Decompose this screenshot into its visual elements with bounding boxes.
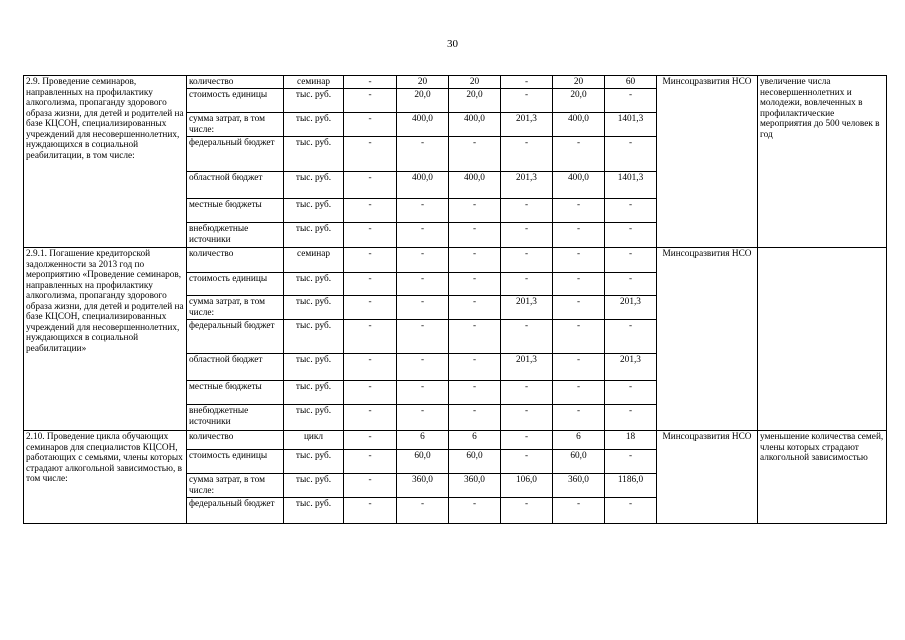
value-cell: - [605, 273, 657, 296]
value-cell: 400,0 [397, 172, 449, 199]
responsible-executor: Минсоцразвития НСО [657, 431, 758, 524]
value-cell: - [344, 113, 397, 137]
indicator-name: федеральный бюджет [187, 137, 284, 172]
value-cell: 106,0 [501, 474, 553, 498]
unit-of-measure: тыс. руб. [284, 450, 344, 474]
value-cell: 201,3 [605, 296, 657, 320]
value-cell: 360,0 [553, 474, 605, 498]
value-cell: - [344, 450, 397, 474]
indicator-name: областной бюджет [187, 172, 284, 199]
value-cell: 20,0 [397, 89, 449, 113]
value-cell: - [344, 137, 397, 172]
indicator-name: областной бюджет [187, 354, 284, 381]
value-cell: - [449, 199, 501, 223]
value-cell: 201,3 [501, 172, 553, 199]
value-cell: - [344, 474, 397, 498]
value-cell: 18 [605, 431, 657, 450]
value-cell: - [553, 137, 605, 172]
value-cell: - [553, 199, 605, 223]
expected-result [758, 248, 887, 431]
value-cell: - [605, 137, 657, 172]
value-cell: 1401,3 [605, 113, 657, 137]
value-cell: - [501, 431, 553, 450]
value-cell: - [501, 320, 553, 354]
value-cell: 6 [397, 431, 449, 450]
unit-of-measure: тыс. руб. [284, 296, 344, 320]
unit-of-measure: тыс. руб. [284, 498, 344, 524]
indicator-name: стоимость единицы [187, 89, 284, 113]
value-cell: - [344, 273, 397, 296]
value-cell: - [397, 223, 449, 248]
value-cell: - [449, 381, 501, 405]
value-cell: - [344, 76, 397, 89]
value-cell: - [605, 248, 657, 273]
unit-of-measure: тыс. руб. [284, 89, 344, 113]
unit-of-measure: тыс. руб. [284, 223, 344, 248]
responsible-executor: Минсоцразвития НСО [657, 76, 758, 248]
value-cell: 20 [449, 76, 501, 89]
value-cell: 201,3 [605, 354, 657, 381]
unit-of-measure: тыс. руб. [284, 405, 344, 431]
value-cell: 201,3 [501, 113, 553, 137]
responsible-executor: Минсоцразвития НСО [657, 248, 758, 431]
value-cell: - [397, 405, 449, 431]
value-cell: 360,0 [397, 474, 449, 498]
value-cell: - [449, 354, 501, 381]
unit-of-measure: тыс. руб. [284, 354, 344, 381]
value-cell: - [553, 273, 605, 296]
value-cell: 6 [553, 431, 605, 450]
unit-of-measure: тыс. руб. [284, 113, 344, 137]
indicator-name: сумма затрат, в том числе: [187, 113, 284, 137]
value-cell: 1186,0 [605, 474, 657, 498]
page-number: 30 [447, 38, 458, 50]
indicator-name: федеральный бюджет [187, 498, 284, 524]
value-cell: - [449, 498, 501, 524]
value-cell: 400,0 [397, 113, 449, 137]
unit-of-measure: тыс. руб. [284, 381, 344, 405]
value-cell: - [501, 137, 553, 172]
unit-of-measure: семинар [284, 76, 344, 89]
indicator-name: федеральный бюджет [187, 320, 284, 354]
program-activities-table [23, 75, 887, 524]
value-cell: 60,0 [553, 450, 605, 474]
table-row [24, 76, 887, 89]
value-cell: - [501, 405, 553, 431]
value-cell: - [449, 296, 501, 320]
expected-result: увеличение числа несовершеннолетних и молодежи, вовлеченных в профилактические мероприятия до 500 человек в год [758, 76, 887, 248]
value-cell: - [449, 137, 501, 172]
value-cell: - [344, 381, 397, 405]
value-cell: - [344, 405, 397, 431]
value-cell: - [397, 498, 449, 524]
value-cell: - [449, 273, 501, 296]
value-cell: - [449, 320, 501, 354]
value-cell: - [553, 223, 605, 248]
value-cell: 400,0 [553, 113, 605, 137]
value-cell: - [449, 405, 501, 431]
value-cell: - [553, 381, 605, 405]
value-cell: - [397, 137, 449, 172]
value-cell: 400,0 [449, 172, 501, 199]
value-cell: - [344, 89, 397, 113]
value-cell: - [344, 223, 397, 248]
table-row [24, 248, 887, 273]
unit-of-measure: семинар [284, 248, 344, 273]
unit-of-measure: тыс. руб. [284, 273, 344, 296]
value-cell: - [344, 320, 397, 354]
value-cell: 201,3 [501, 296, 553, 320]
value-cell: - [344, 354, 397, 381]
value-cell: 60,0 [449, 450, 501, 474]
value-cell: - [553, 498, 605, 524]
value-cell: - [553, 354, 605, 381]
value-cell: 400,0 [553, 172, 605, 199]
activity-name: 2.9.1. Погашение кредиторской задолженности за 2013 год по мероприятию «Проведение семинаров, направленных на профилактику алкоголизма, пропаганду здорового образа жизни, для детей и родителей на базе КЦСОН, специализированных учреждений для несовершеннолетних, нуждающихся в социальной реабилитации» [24, 248, 187, 431]
value-cell: - [605, 450, 657, 474]
value-cell: - [344, 498, 397, 524]
value-cell: - [501, 199, 553, 223]
value-cell: - [501, 498, 553, 524]
indicator-name: количество [187, 248, 284, 273]
value-cell: - [344, 199, 397, 223]
unit-of-measure: цикл [284, 431, 344, 450]
indicator-name: количество [187, 431, 284, 450]
value-cell: - [605, 498, 657, 524]
value-cell: - [501, 89, 553, 113]
value-cell: 400,0 [449, 113, 501, 137]
value-cell: - [605, 199, 657, 223]
indicator-name: стоимость единицы [187, 450, 284, 474]
indicator-name: количество [187, 76, 284, 89]
value-cell: 6 [449, 431, 501, 450]
value-cell: - [397, 248, 449, 273]
value-cell: - [501, 381, 553, 405]
value-cell: - [501, 76, 553, 89]
activity-name: 2.10. Проведение цикла обучающих семинаров для специалистов КЦСОН, работающих с семьями, члены которых страдают алкогольной зависимостью, в том числе: [24, 431, 187, 524]
indicator-name: местные бюджеты [187, 199, 284, 223]
value-cell: - [344, 172, 397, 199]
value-cell: 20,0 [449, 89, 501, 113]
indicator-name: стоимость единицы [187, 273, 284, 296]
unit-of-measure: тыс. руб. [284, 474, 344, 498]
indicator-name: внебюджетные источники [187, 405, 284, 431]
value-cell: 20,0 [553, 89, 605, 113]
value-cell: - [397, 296, 449, 320]
value-cell: - [605, 405, 657, 431]
unit-of-measure: тыс. руб. [284, 137, 344, 172]
value-cell: 60 [605, 76, 657, 89]
value-cell: - [605, 89, 657, 113]
value-cell: - [501, 223, 553, 248]
value-cell: - [501, 450, 553, 474]
value-cell: 201,3 [501, 354, 553, 381]
value-cell: - [501, 248, 553, 273]
value-cell: 1401,3 [605, 172, 657, 199]
value-cell: - [397, 381, 449, 405]
value-cell: 20 [397, 76, 449, 89]
value-cell: - [449, 248, 501, 273]
value-cell: - [605, 223, 657, 248]
value-cell: - [397, 354, 449, 381]
value-cell: 60,0 [397, 450, 449, 474]
value-cell: - [553, 405, 605, 431]
value-cell: - [553, 248, 605, 273]
value-cell: - [344, 248, 397, 273]
indicator-name: сумма затрат, в том числе: [187, 296, 284, 320]
value-cell: - [553, 320, 605, 354]
table-row [24, 431, 887, 450]
value-cell: - [344, 431, 397, 450]
indicator-name: местные бюджеты [187, 381, 284, 405]
unit-of-measure: тыс. руб. [284, 199, 344, 223]
unit-of-measure: тыс. руб. [284, 320, 344, 354]
value-cell: - [397, 320, 449, 354]
value-cell: - [501, 273, 553, 296]
indicator-name: внебюджетные источники [187, 223, 284, 248]
unit-of-measure: тыс. руб. [284, 172, 344, 199]
indicator-name: сумма затрат, в том числе: [187, 474, 284, 498]
value-cell: - [397, 273, 449, 296]
value-cell: - [344, 296, 397, 320]
value-cell: - [605, 381, 657, 405]
value-cell: - [605, 320, 657, 354]
expected-result: уменьшение количества семей, члены которых страдают алкогольной зависимостью [758, 431, 887, 524]
value-cell: 20 [553, 76, 605, 89]
value-cell: 360,0 [449, 474, 501, 498]
value-cell: - [553, 296, 605, 320]
activity-name: 2.9. Проведение семинаров, направленных на профилактику алкоголизма, пропаганду здорового образа жизни, для детей и родителей на базе КЦСОН, специализированных учреждений для несовершеннолетних, нуждающихся в социальной реабилитации, в том числе: [24, 76, 187, 248]
value-cell: - [397, 199, 449, 223]
value-cell: - [449, 223, 501, 248]
